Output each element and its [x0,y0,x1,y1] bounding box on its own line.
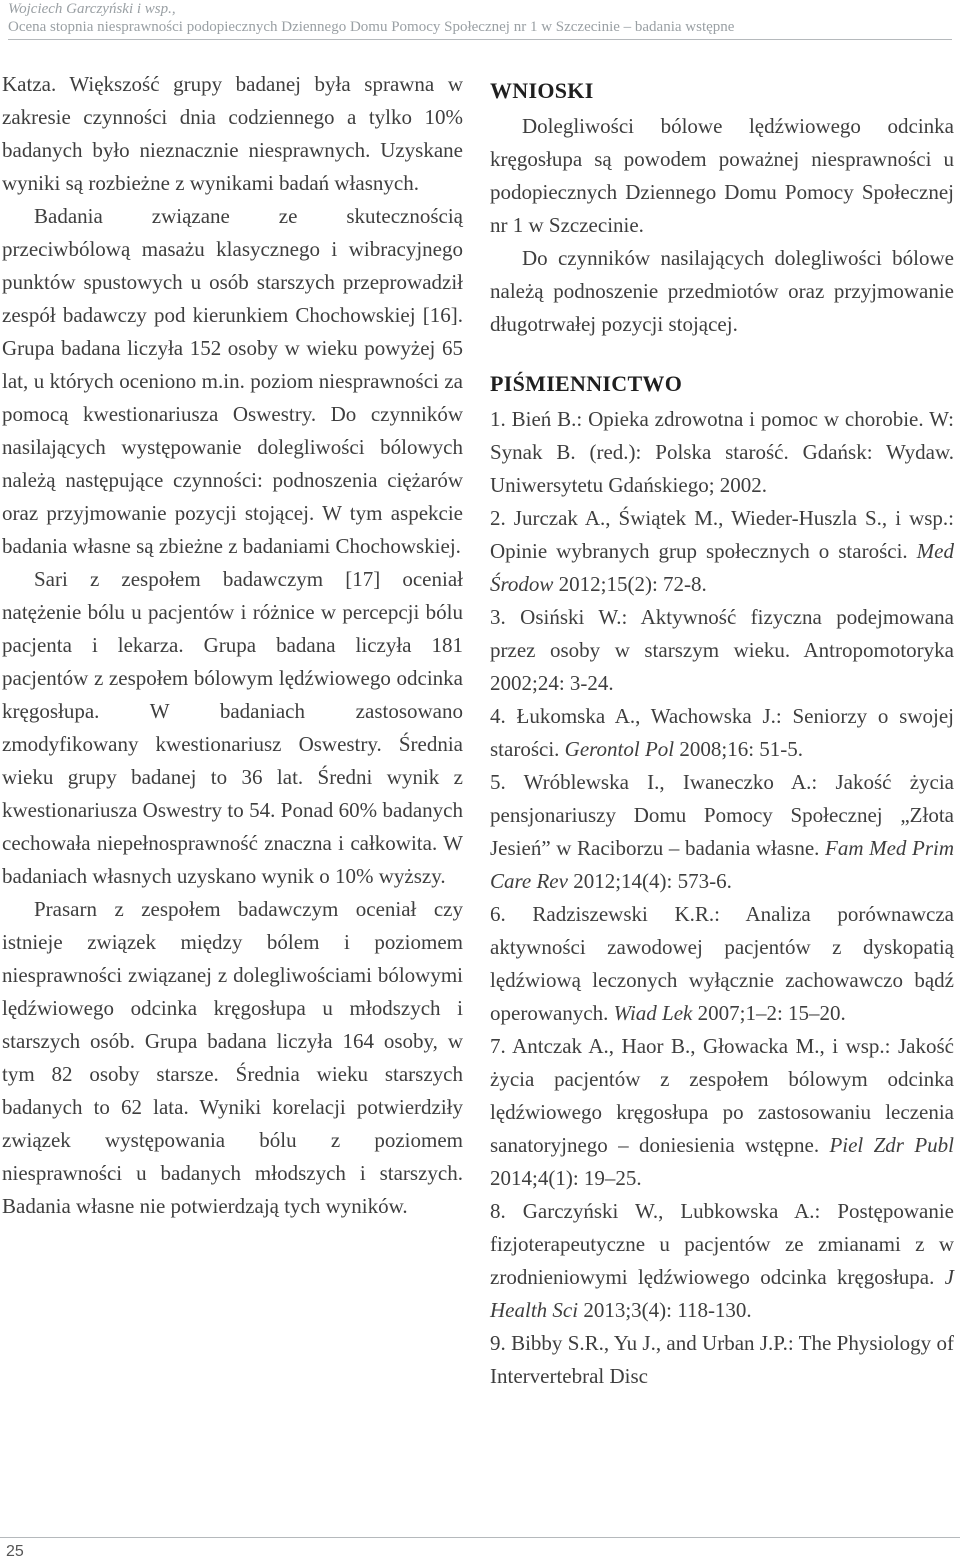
reference-list [490,403,954,1393]
paragraph: Katza. Większość grupy badanej była sprawna w zakresie czynności dnia codziennego a tylko 10% badanych było nieznacznie niesprawnych. Uzyskane wyniki są rozbieżne z wynikami badań własnych. [2,72,463,195]
footer-divider [0,1537,960,1538]
header-authors: Wojciech Garczyński i wsp., [8,1,176,17]
reference-item: 7. Antczak A., Haor B., Głowacka M., i wsp.: Jakość życia pacjentów z zespołem bólowym odcinka lędźwiowego kręgosłupa po zastosowaniu leczenia sanatoryjnego – doniesienia wstępne. Piel Zdr Publ 2014;4(1): 19–25. [490,1034,954,1190]
reference-item: 2. Jurczak A., Świątek M., Wieder-Huszla S., i wsp.: Opinie wybranych grup społecznych o starości. Med Środow 2012;15(2): 72-8. [490,506,954,596]
reference-item: 3. Osiński W.: Aktywność fizyczna podejmowana przez osoby w starszym wieku. Antropomotoryka 2002;24: 3-24. [490,605,954,695]
reference-item: 6. Radziszewski K.R.: Analiza porównawcza aktywności zawodowej pacjentów z dyskopatią lędźwiową leczonych wyłącznie zachowawczo bądź operowanych. Wiad Lek 2007;1–2: 15–20. [490,902,954,1025]
header-title: Ocena stopnia niesprawności podopiecznych Dziennego Domu Pomocy Społecznej nr 1 w Szczecinie – badania wstępne [8,19,735,35]
reference-item: 9. Bibby S.R., Yu J., and Urban J.P.: The Physiology of Intervertebral Disc [490,1331,954,1388]
conclusion-paragraph: Dolegliwości bólowe lędźwiowego odcinka kręgosłupa są powodem poważnej niesprawności u podopiecznych Dziennego Domu Pomocy Społecznej nr 1 w Szczecinie. [490,114,954,237]
paragraph: Badania związane ze skutecznością przeciwbólową masażu klasycznego i wibracyjnego punktów spustowych u osób starszych przeprowadził zespół badawczy pod kierunkiem Chochowskiej [16]. Grupa badana liczyła 152 osoby w wieku powyżej 65 lat, u których oceniono m.in. poziom niesprawności za pomocą kwestionariusza Oswestry. Do czynników nasilających występowanie dolegliwości bólowych należą następujące czynności: podnoszenia ciężarów oraz przyjmowanie pozycji stojącej. W tym aspekcie badania własne są zbieżne z badaniami Chochowskiej. [2,204,463,558]
conclusion-paragraph: Do czynników nasilających dolegliwości bólowe należą podnoszenie przedmiotów oraz przyjmowanie długotrwałej pozycji stojącej. [490,246,954,336]
running-header [8,0,952,40]
reference-item: 1. Bień B.: Opieka zdrowotna i pomoc w chorobie. W: Synak B. (red.): Polska starość. Gdańsk: Wydaw. Uniwersytetu Gdańskiego; 2002. [490,407,954,497]
left-column [2,68,463,1223]
right-column [490,68,954,1393]
reference-item: 5. Wróblewska I., Iwaneczko A.: Jakość życia pensjonariuszy Domu Pomocy Społecznej „Złota Jesień” w Raciborzu – badania własne. Fam Med Prim Care Rev 2012;14(4): 573-6. [490,770,955,893]
page-number: 25 [6,1543,24,1560]
paragraph: Prasarn z zespołem badawczym oceniał czy istnieje związek między bólem i poziomem niesprawności związanej z dolegliwościami bólowymi lędźwiowego odcinka kręgosłupa u młodszych i starszych osób. Grupa badana liczyła 164 osoby, w tym 82 osoby starsze. Średnia wieku starszych badanych to 62 lata. Wyniki korelacji potwierdziły związek występowania bólu z poziomem niesprawności u badanych młodszych i starszych. Badania własne nie potwierdzają tych wyników. [2,897,463,1218]
conclusions-heading: WNIOSKI [490,78,594,103]
paragraph: Sari z zespołem badawczym [17] oceniał natężenie bólu u pacjentów i różnice w percepcji bólu pacjenta i lekarza. Grupa badana liczyła 181 pacjentów z zespołem bólowym lędźwiowego odcinka kręgosłupa. W badaniach zastosowano zmodyfikowany kwestionariusz Oswestry. Średnia wieku grupy badanej to 36 lat. Średni wynik z kwestionariusza Oswestry to 54. Ponad 60% badanych cechowała niepełnosprawność znaczna i całkowita. W badaniach własnych uzyskano wynik o 10% wyższy. [2,567,463,888]
reference-item: 4. Łukomska A., Wachowska J.: Seniorzy o swojej starości. Gerontol Pol 2008;16: 51-5. [490,704,954,761]
references-heading: PIŚMIENNICTWO [490,371,683,396]
reference-item: 8. Garczyński W., Lubkowska A.: Postępowanie fizjoterapeutyczne u pacjentów ze zmianami z w zrodnieniowymi lędźwiowego odcinka kręgosłupa. J Health Sci 2013;3(4): 118-130. [490,1199,954,1322]
